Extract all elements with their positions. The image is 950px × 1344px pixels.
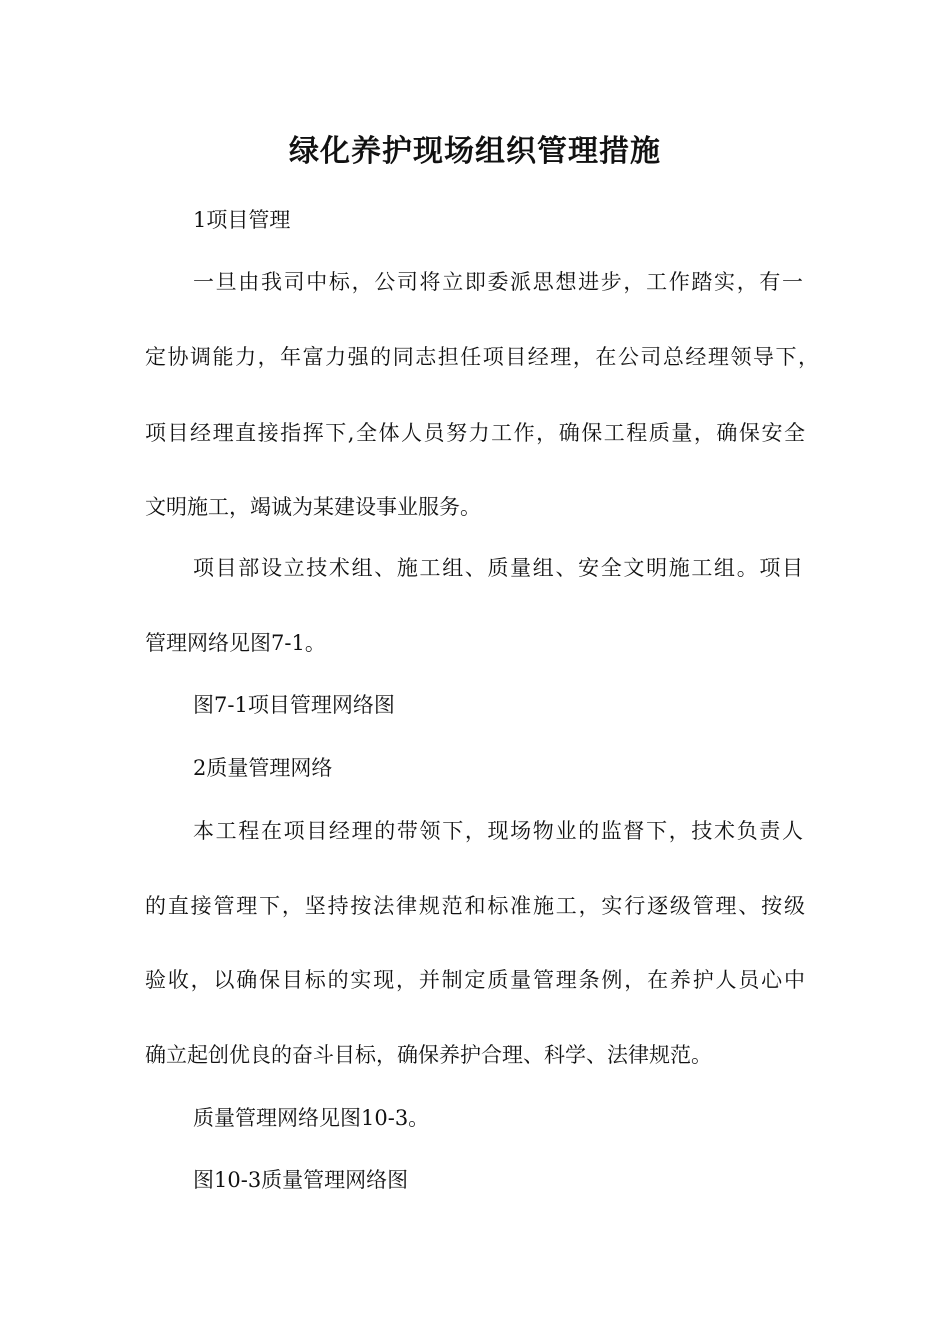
- section-heading-project-management: 1项目管理: [193, 208, 291, 232]
- paragraph-line: 本工程在项目经理的带领下，现场物业的监督下，技术负责人: [193, 819, 803, 843]
- paragraph-line: 管理网络见图7-1。: [145, 631, 326, 655]
- figure-caption: 图10-3质量管理网络图: [193, 1168, 409, 1192]
- paragraph-line: 文明施工，竭诚为某建设事业服务。: [145, 495, 481, 519]
- document-title: 绿化养护现场组织管理措施: [289, 134, 661, 169]
- paragraph-line: 的直接管理下，坚持按法律规范和标准施工，实行逐级管理、按级: [145, 894, 805, 918]
- section-heading-quality-network: 2质量管理网络: [193, 756, 333, 780]
- figure-caption: 图7-1项目管理网络图: [193, 693, 395, 717]
- paragraph-line: 一旦由我司中标，公司将立即委派思想进步，工作踏实，有一: [193, 270, 803, 294]
- paragraph-line: 验收，以确保目标的实现，并制定质量管理条例，在养护人员心中: [145, 968, 805, 992]
- paragraph-line: 质量管理网络见图10-3。: [193, 1106, 430, 1130]
- paragraph-line: 定协调能力，年富力强的同志担任项目经理，在公司总经理领导下，: [145, 345, 819, 369]
- paragraph-line: 确立起创优良的奋斗目标，确保养护合理、科学、法律规范。: [145, 1043, 712, 1067]
- paragraph-line: 项目部设立技术组、施工组、质量组、安全文明施工组。项目: [193, 556, 803, 580]
- paragraph-line: 项目经理直接指挥下,全体人员努力工作，确保工程质量，确保安全: [145, 421, 805, 445]
